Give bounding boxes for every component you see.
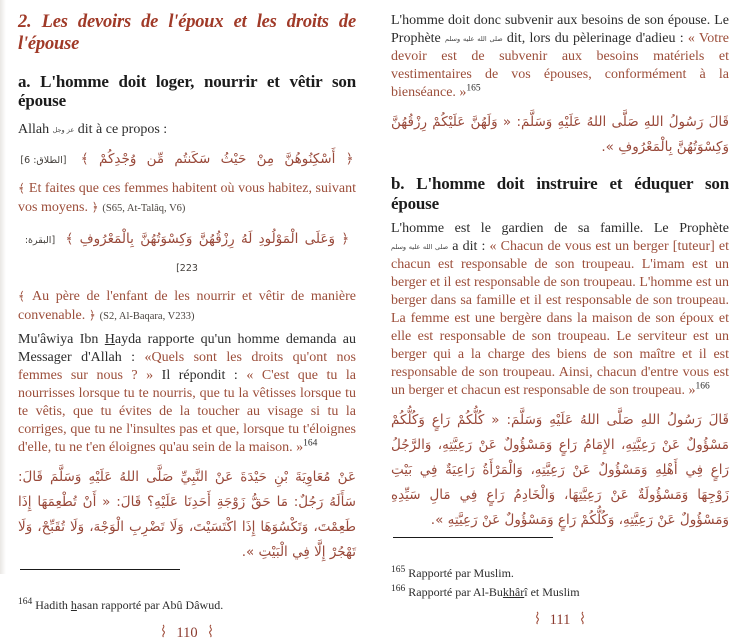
hadith-arabic: عَنْ مُعَاوِيَةَ بْنِ حَيْدَةَ عَنْ النَّبِيِّ صَلَّى اللهُ عَلَيْهِ وَسَلَّمَ قَالَ: سَأَلَهُ رَجُلٌ: مَا حَقُّ زَوْجَةِ أَحَدِنَا عَلَيْهِ؟ قَالَ: « أَنْ تُطْعِمَهَا إِذَا طَعِمْتَ، وَتَكْسُوَهَا إِذَا اكْتَسَيْتَ، وَلَا تَضْرِبِ الْوَجْهَ، وَلَا تُقَبِّحْ، وَلَا تَهْجُرْ إِلَّا فِي الْبَيْتِ ». [18,469,356,561]
footnote-area [391,533,729,602]
footer-ornament-left-icon [533,611,541,630]
subsection-heading-a: a. L'homme doit loger, nourrir et vêtir son épouse [18,71,356,111]
page-number: 110 [176,625,198,642]
section-heading: 2. Les devoirs de l'époux et les droits de l'épouse [18,12,356,54]
intro-line: Allah عز وجل dit à ce propos : [18,122,168,138]
page-footer [18,624,356,643]
quran-verse-1: ﴿ أَسْكِنُوهُنَّ مِنْ حَيْثُ سَكَنتُم مِّن وُجْدِكُمْ ﴾ [الطلاق: 6] [20,151,354,168]
quran-verse-2: ﴿ وَعَلَى الْمَوْلُودِ لَهُ رِزْقُهُنَّ وَكِسْوَتُهُنَّ بِالْمَعْرُوفِ ﴾ [البقرة: 223] [24,231,350,275]
page-footer [391,611,729,630]
footer-ornament-left-icon [159,624,167,643]
footer-ornament-right-icon [207,624,215,643]
hadith-arabic-shepherd: قَالَ رَسُولُ اللهِ صَلَّى اللهُ عَلَيْهِ وَسَلَّمَ: « كُلُّكُمْ رَاعٍ وَكُلُّكُمْ مَسْؤُولٌ عَنْ رَعِيَّتِهِ، الإِمَامُ رَاعٍ وَمَسْؤُولٌ عَنْ رَعِيَّتِهِ، وَالرَّجُلُ رَاعٍ فِي أَهْلِهِ وَمَسْؤُولٌ عَنْ رَعِيَّتِهِ، وَالْمَرْأَةُ رَاعِيَةٌ فِي بَيْتِ زَوْجِهَا وَمَسْؤُولَةٌ عَنْ رَعِيَّتِهَا، وَالْخَادِمُ رَاعٍ فِي مَالِ سَيِّدِهِ وَمَسْؤُولٌ عَنْ رَعِيَّتِهِ، وَكُلُّكُمْ رَاعٍ وَمَسْؤُولٌ عَنْ رَعِيَّتِهِ ». [391,412,729,529]
footer-ornament-right-icon [579,611,587,630]
footnote-rule [20,569,180,570]
footnote-165: $^{165}$ Rapporté par Muslim. [391,565,514,581]
page-left [0,0,372,642]
subsection-heading-b: b. L'homme doit instruire et éduquer son épouse [391,174,729,213]
page-right [372,0,744,629]
shepherd-paragraph-french: L'homme est le gardien de sa famille. Le Prophète صلى الله عليه وسلم a dit : « Chacun de vous est un berger [tuteur] et chacun est responsable de son troupeau. L'imam est un berger et il est responsable de son troupeau. L'homme est un berger dans sa famille et il est responsable de son troupeau. La femme est une bergère dans la maison de son époux et elle est responsable de son troupeau. Le serviteur est un berger qui a la charge des biens de son maître et il est responsable de son troupeau. Ainsi, chacun d'entre vous est un berger et chacun est responsable de son troupeau. »$^{166}$ [391,221,730,399]
maintenance-paragraph: L'homme doit donc subvenir aux besoins de son épouse. Le Prophète صلى الله عليه وسلم dit, lors du pèlerinage d'adieu : « Votre devoir est de subvenir aux besoins matériels et vestimentaires de vos épouses, conformément à la bienséance. »$^{165}$ [391,13,730,100]
page-number: 111 [549,612,571,629]
verse-1-translation: ﴾ Et faites que ces femmes habitent où vous habitez, suivant vos moyens. ﴿ (S65, At-Talâq, V6) [18,181,356,216]
hadith-arabic-maintenance: قَالَ رَسُولُ اللهِ صَلَّى اللهُ عَلَيْهِ وَسَلَّمَ: « وَلَهُنَّ عَلَيْكُمْ رِزْقُهُنَّ وَكِسْوَتُهُنَّ بِالْمَعْرُوفِ ». [391,114,729,155]
verse-2-translation: ﴾ Au père de l'enfant de les nourrir et vêtir de manière convenable. ﴿ (S2, Al-Baqara, V233) [18,289,356,324]
footnote-area [18,565,356,615]
footnote-166: $^{166}$ Rapporté par Al-Bukhârî et Muslim [391,584,580,600]
footnote-rule [393,537,553,538]
hadith-paragraph-french: Mu'âwiya Ibn Hayda rapporte qu'un homme demanda au Messager d'Allah : «Quels sont les droits qu'ont nos femmes sur nous ? » Il répondit : « C'est que tu la nourrisses lorsque tu te nourris, que tu la vêtisses lorsque tu te vêtis, que tu évites de la toucher au visage si tu la corriges, que tu ne l'insultes pas et que, lorsque tu t'éloignes d'elle, tu ne t'en éloignes qu'au sein de la maison. »$^{164}$ [18,332,356,456]
footnote-164: $^{164}$ Hadith hasan rapporté par Abû Dâwud. [18,597,224,613]
